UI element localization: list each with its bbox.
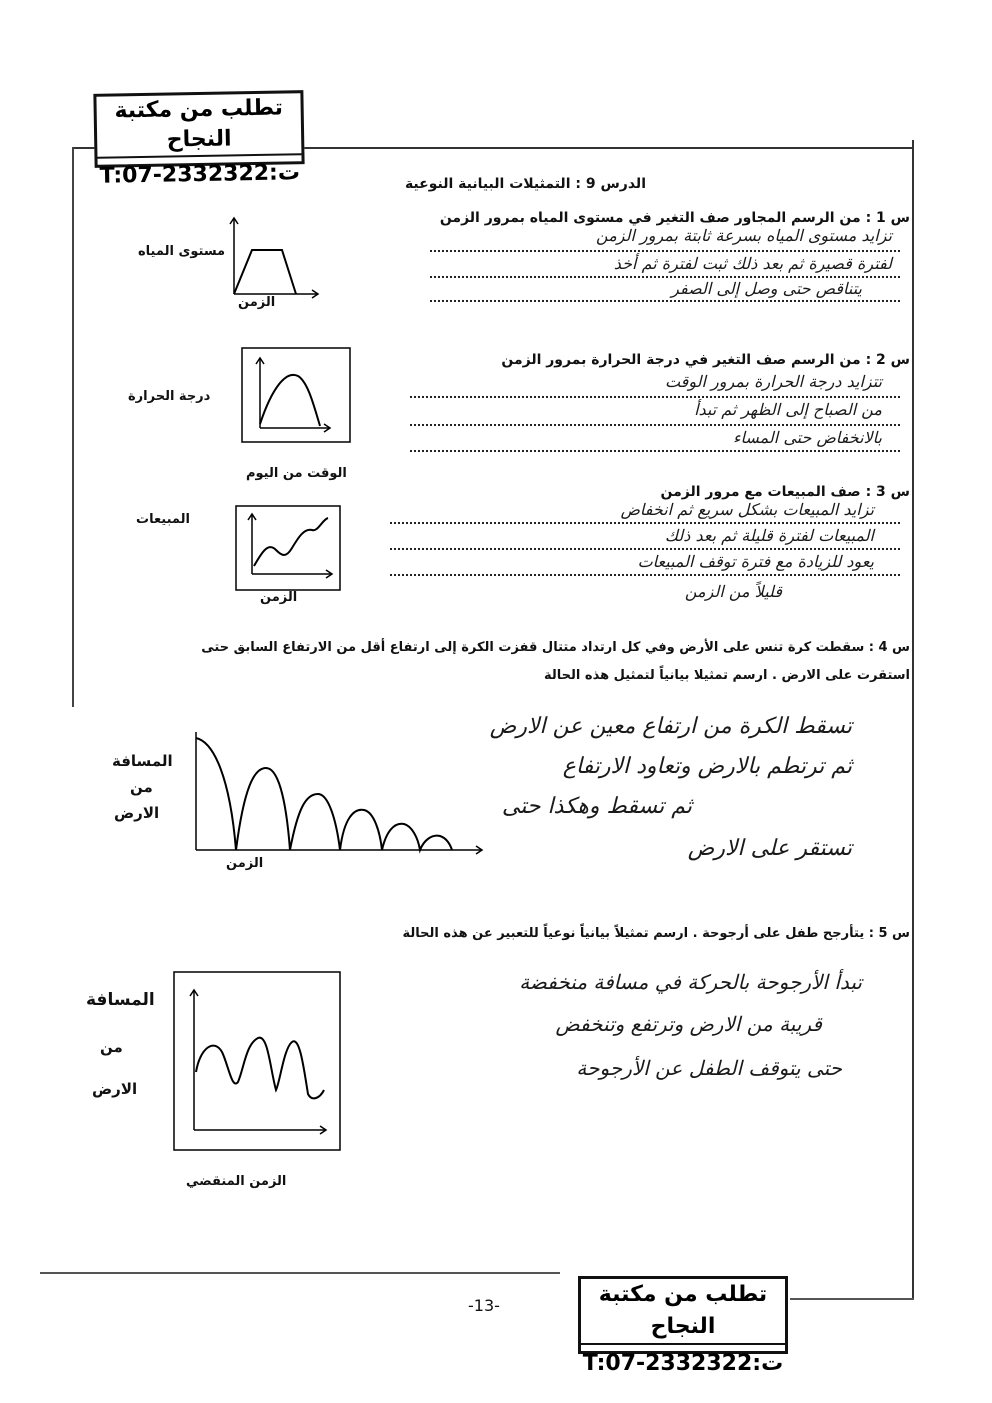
- q4-curve: [196, 738, 452, 850]
- q5-answer-line: قريبة من الارض وترتفع وتنخفض: [555, 1012, 822, 1036]
- q3-answer-line-rule: [390, 522, 900, 524]
- q1-question: س 1 : من الرسم المجاور صف التغير في مستوى المياه بمرور الزمن: [439, 210, 910, 226]
- q2-answer-line: من الصباح إلى الظهر ثم تبدأ: [694, 400, 882, 419]
- q2-answer-line-rule: [410, 396, 900, 398]
- frame-line-bottom-right: [790, 1298, 914, 1300]
- lesson-title: الدرس 9 : التمثيلات البيانية النوعية: [404, 176, 646, 192]
- q2-curve: [260, 375, 320, 426]
- q1-answer-line: يتناقص حتى وصل إلى الصفر: [671, 279, 862, 298]
- q5-swing-graph: [174, 972, 344, 1152]
- q4-question-line-2: استقرت على الارض . ارسم تمثيلا بيانياً لتمثيل هذه الحالة: [544, 668, 910, 683]
- q4-answer-line: تسقط الكرة من ارتفاع معين عن الارض: [489, 714, 852, 739]
- q4-answer-line: تستقر على الارض: [687, 836, 852, 861]
- q5-y-label-line: المسافة: [86, 990, 155, 1010]
- q1-answer-line: تزايد مستوى المياه بسرعة ثابتة بمرور الزمن: [596, 226, 892, 245]
- q1-answer-line: لفترة قصيرة ثم بعد ذلك ثبت لفترة ثم أخذ: [613, 254, 892, 273]
- q3-x-label: الزمن: [260, 590, 298, 605]
- q2-question: س 2 : من الرسم صف التغير في درجة الحرارة بمرور الزمن: [501, 352, 910, 368]
- q1-y-label: مستوى المياه: [138, 244, 226, 259]
- q2-y-label: درجة الحرارة: [128, 389, 211, 404]
- q2-answer-line-rule: [410, 450, 900, 452]
- q5-x-label: الزمن المنقضي: [186, 1174, 287, 1189]
- q4-answer-line: ثم تسقط وهكذا حتى: [501, 794, 692, 819]
- q3-answer-line: قليلاً من الزمن: [684, 582, 782, 601]
- page-number: -13-: [468, 1296, 500, 1315]
- q5-curve: [196, 1038, 324, 1099]
- frame-line-right: [912, 140, 914, 1300]
- q3-sales-graph: [236, 506, 342, 592]
- q4-y-label-line: من: [130, 778, 153, 796]
- library-stamp-bottom: [578, 1276, 788, 1376]
- q4-x-label: الزمن: [226, 856, 264, 871]
- q2-temperature-graph: [242, 348, 352, 444]
- q5-y-label-line: الارض: [92, 1080, 138, 1098]
- q5-answer-line: تبدأ الأرجوحة بالحركة في مسافة منخفضة: [519, 970, 862, 994]
- q3-answer-line-rule: [390, 548, 900, 550]
- stamp-line-1: تطلب من مكتبة النجاح: [96, 93, 301, 159]
- q2-answer-line: تتزايد درجة الحرارة بمرور الوقت: [664, 372, 882, 391]
- q2-answer-line: بالانخفاض حتى المساء: [732, 428, 882, 447]
- q4-answer-line: ثم ترتطم بالارض وتعاود الارتفاع: [562, 754, 852, 779]
- q4-ball-bounce-graph: [190, 728, 490, 854]
- frame-line-bottom: [40, 1272, 560, 1274]
- q3-question: س 3 : صف المبيعات مع مرور الزمن: [660, 484, 910, 500]
- q3-answer-line: تزايد المبيعات بشكل سريع ثم انخفاض: [620, 500, 874, 519]
- q1-x-label: الزمن: [238, 295, 276, 310]
- q1-answer-line-rule: [430, 276, 900, 278]
- q1-water-level-graph: [226, 214, 326, 300]
- q5-answer-line: حتى يتوقف الطفل عن الأرجوحة: [576, 1056, 842, 1080]
- stamp-line-2: T:07-2332322:ت: [582, 1351, 784, 1376]
- stamp-line-2: T:07-2332322:ت: [99, 160, 301, 189]
- q3-y-label: المبيعات: [136, 512, 190, 527]
- q4-y-label-line: الارض: [114, 804, 160, 822]
- stamp-line-1: تطلب من مكتبة النجاح: [581, 1279, 785, 1345]
- q4-y-label-line: المسافة: [112, 752, 173, 770]
- q1-curve: [234, 250, 296, 294]
- q5-y-label-line: من: [100, 1038, 123, 1056]
- q1-answer-line-rule: [430, 300, 900, 302]
- q2-x-label: الوقت من اليوم: [246, 466, 347, 481]
- q5-question: س 5 : يتأرجح طفل على أرجوحة . ارسم تمثيلاً بيانياً نوعياً للتعبير عن هذه الحالة: [402, 926, 910, 941]
- q3-curve: [254, 518, 328, 566]
- q3-answer-line: المبيعات لفترة قليلة ثم بعد ذلك: [664, 526, 874, 545]
- frame-line-left: [72, 147, 74, 707]
- library-stamp-top: [93, 90, 304, 189]
- q3-answer-line-rule: [390, 574, 900, 576]
- q3-answer-line: يعود للزيادة مع فترة توقف المبيعات: [637, 552, 874, 571]
- q4-question-line-1: س 4 : سقطت كرة تنس على الأرض وفي كل ارتداد متتال قفزت الكرة إلى ارتفاع أقل من الارتفاع السابق حتى: [201, 640, 910, 655]
- q1-answer-line-rule: [430, 250, 900, 252]
- q2-answer-line-rule: [410, 424, 900, 426]
